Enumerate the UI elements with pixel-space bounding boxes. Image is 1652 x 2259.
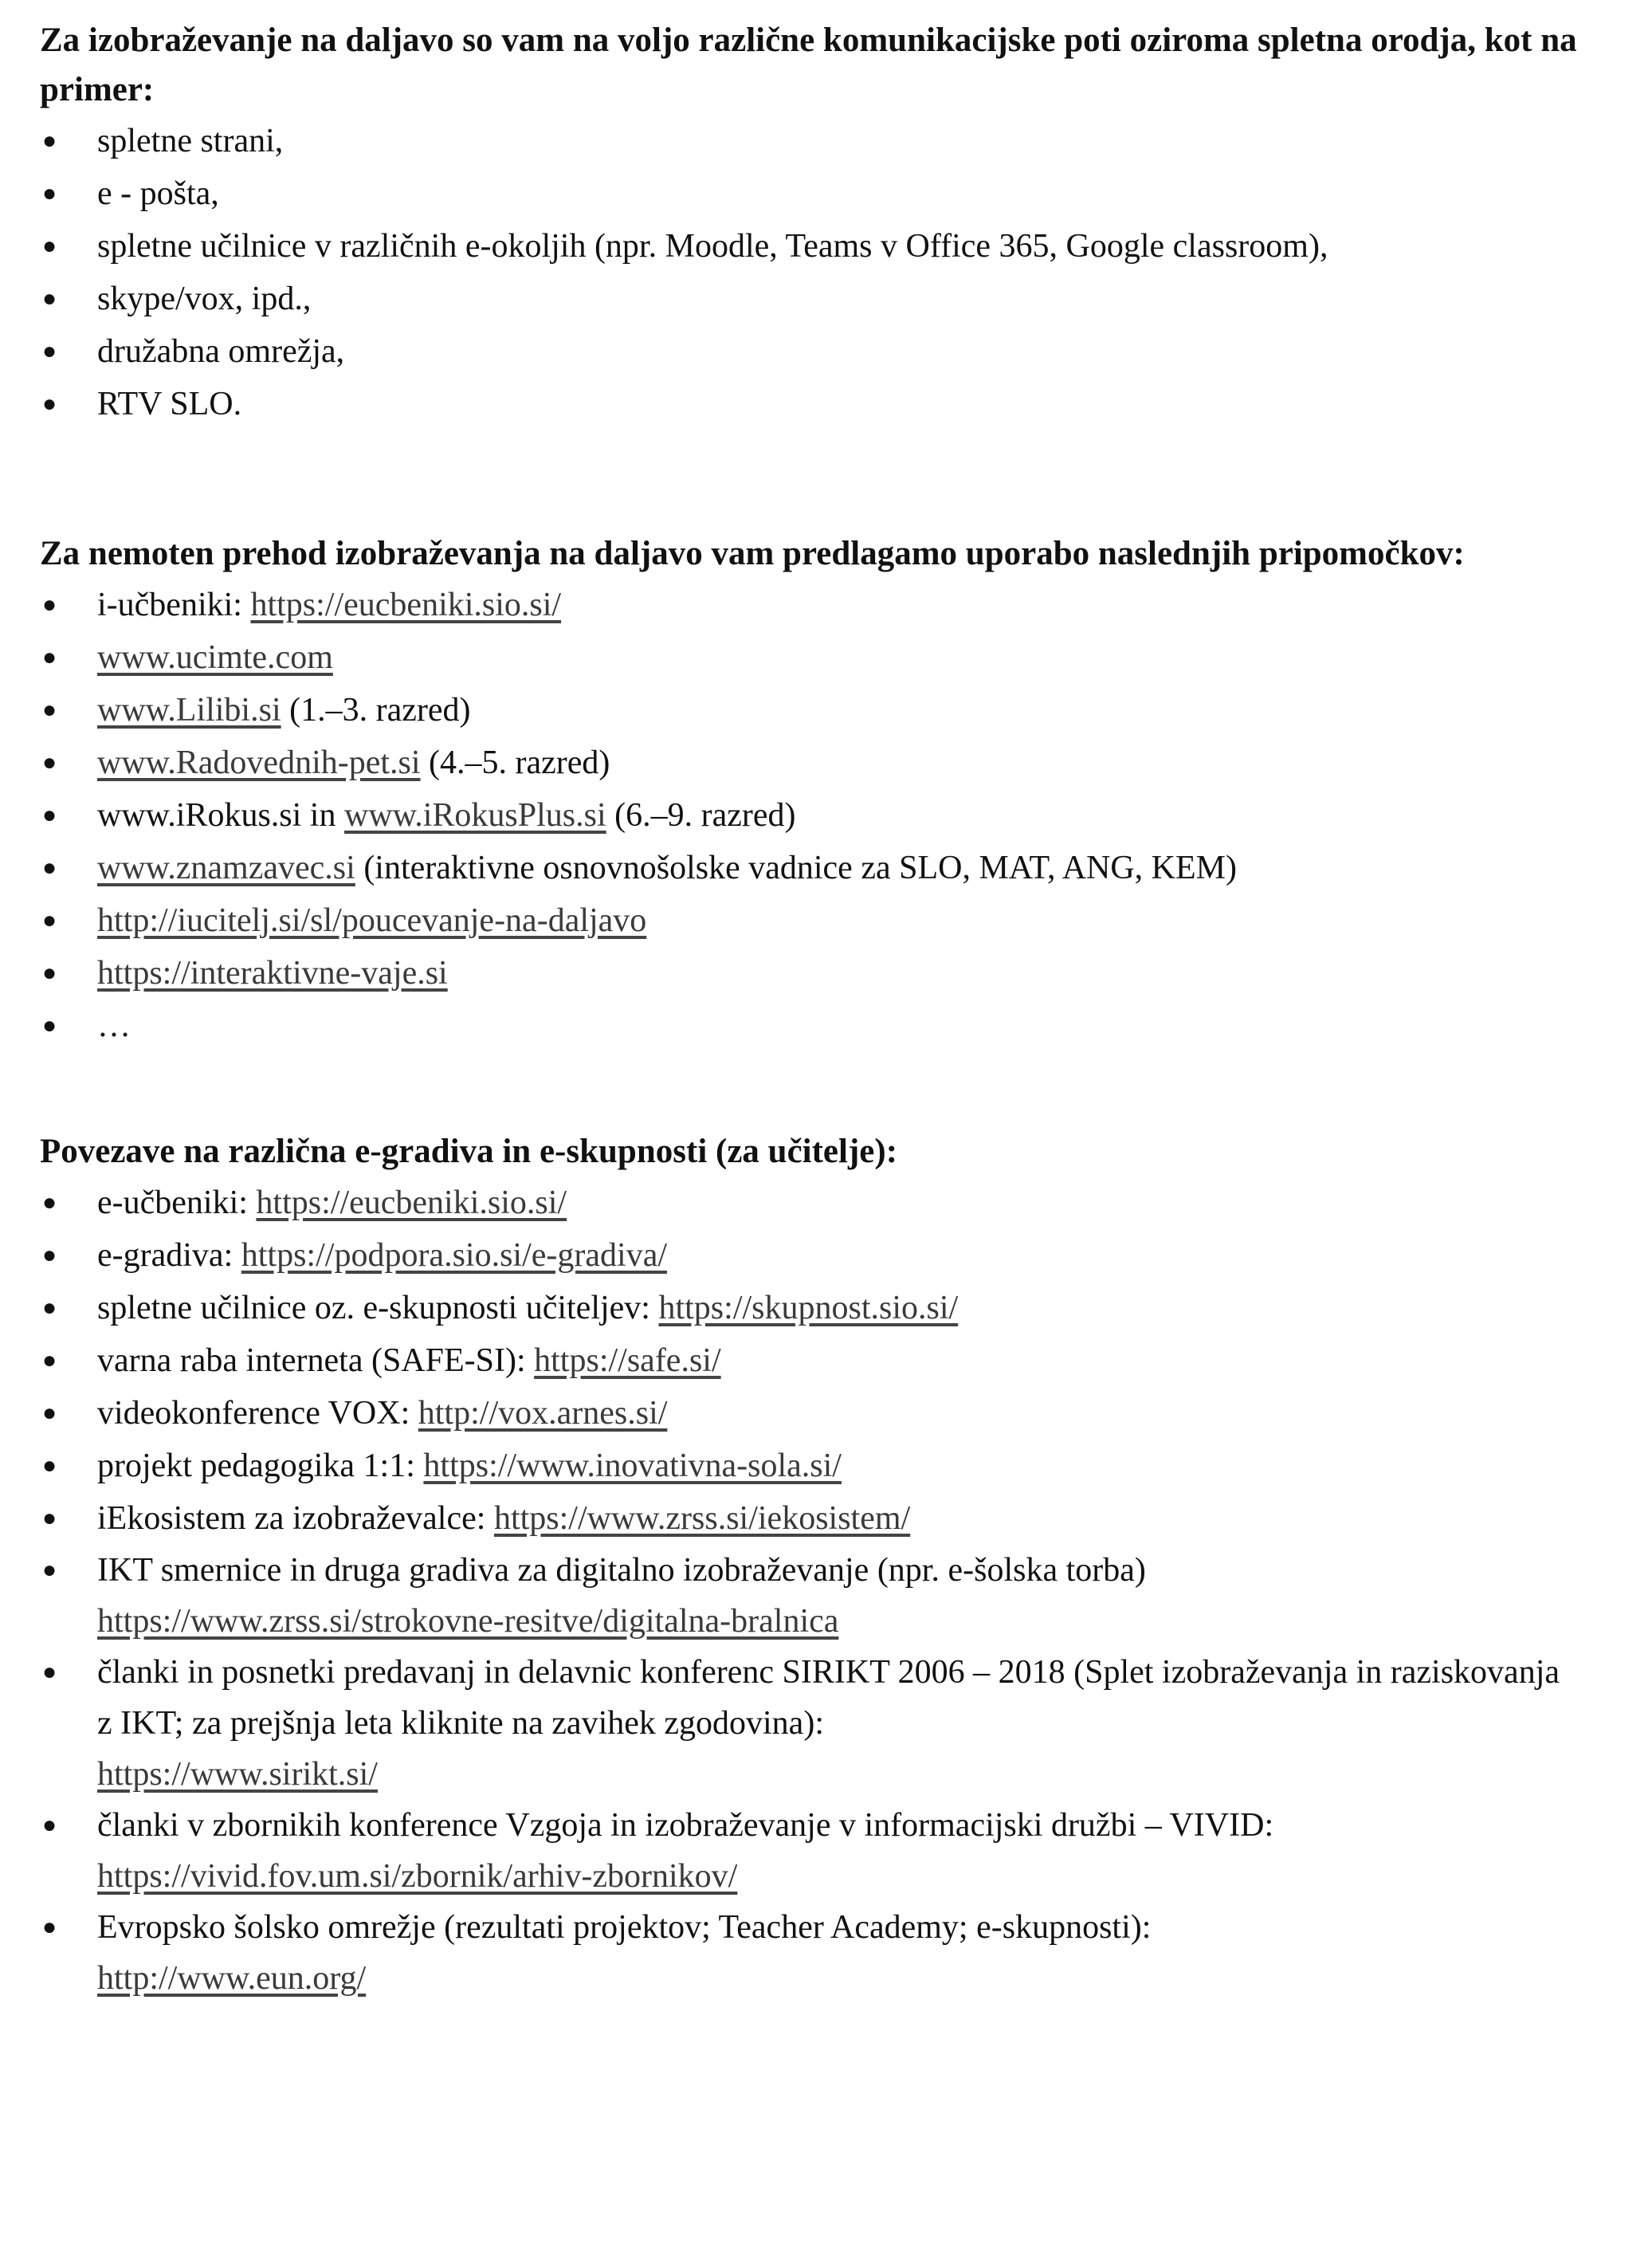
list-item: ● videokonference VOX: http://vox.arnes.si/ xyxy=(40,1387,1578,1440)
link-zrss-digitalna-bralnica[interactable]: https://www.zrss.si/strokovne-resitve/digitalna-bralnica xyxy=(97,1603,839,1640)
document-page xyxy=(40,16,1578,2004)
section1-heading: Za izobraževanje na daljavo so vam na voljo različne komunikacijske poti oziroma spletna orodja, kot na primer: xyxy=(40,22,1577,108)
bullet-icon: ● xyxy=(41,1659,57,1685)
bullet-icon: ● xyxy=(41,1914,57,1940)
list-item: ● projekt pedagogika 1:1: https://www.inovativna-sola.si/ xyxy=(40,1440,1578,1492)
bullet-icon: ● xyxy=(41,1505,57,1531)
list-item: ● varna raba interneta (SAFE-SI): https://safe.si/ xyxy=(40,1334,1578,1387)
bullet-icon: ● xyxy=(41,1012,57,1039)
list-item: ● www.Lilibi.si (1.–3. razred) xyxy=(40,684,1578,737)
bullet-icon: ● xyxy=(41,285,57,312)
list-item: ● i-učbeniki: https://eucbeniki.sio.si/ xyxy=(40,579,1578,631)
list-item: ● skype/vox, ipd., xyxy=(40,273,1578,325)
section3-heading: Povezave na različna e-gradiva in e-skupnosti (za učitelje): xyxy=(40,1133,898,1170)
list-item: ● članki in posnetki predavanj in delavnic konferenc SIRIKT 2006 – 2018 (Splet izobraževanja in raziskovanja z IKT; za prejšnja leta kliknite na zavihek zgodovina): https://www.sirikt.si/ xyxy=(40,1647,1578,1800)
link-inovativna-sola[interactable]: https://www.inovativna-sola.si/ xyxy=(423,1448,842,1484)
link-iucitelj[interactable]: http://iucitelj.si/sl/poucevanje-na-daljavo xyxy=(97,902,647,939)
bullet-icon: ● xyxy=(41,591,57,618)
link-zrss-iekosistem[interactable]: https://www.zrss.si/iekosistem/ xyxy=(493,1500,911,1537)
bullet-icon: ● xyxy=(41,749,57,776)
link-eun[interactable]: http://www.eun.org/ xyxy=(97,1960,367,1997)
list-item: ● www.znamzavec.si (interaktivne osnovnošolske vadnice za SLO, MAT, ANG, KEM) xyxy=(40,842,1578,894)
list-item: ● IKT smernice in druga gradiva za digitalno izobraževanje (npr. e-šolska torba) https://www.zrss.si/strokovne-resitve/digitalna-bralnica xyxy=(40,1545,1578,1647)
list-item xyxy=(40,894,1578,947)
bullet-icon: ● xyxy=(41,1347,57,1373)
link-eucbeniki[interactable]: https://eucbeniki.sio.si/ xyxy=(250,587,562,623)
list-item: ● RTV SLO. xyxy=(40,378,1578,430)
list-item: ● iEkosistem za izobraževalce: https://www.zrss.si/iekosistem/ xyxy=(40,1492,1578,1545)
link-skupnost-sio[interactable]: https://skupnost.sio.si/ xyxy=(658,1290,959,1326)
list-item: ● e-učbeniki: https://eucbeniki.sio.si/ xyxy=(40,1177,1578,1229)
list-item: ● e - pošta, xyxy=(40,167,1578,220)
link-safe[interactable]: https://safe.si/ xyxy=(534,1342,721,1379)
link-irokusplus[interactable]: www.iRokusPlus.si xyxy=(343,797,606,834)
section2-heading: Za nemoten prehod izobraževanja na daljavo vam predlagamo uporabo naslednjih pripomočkov: xyxy=(40,535,1465,572)
link-eucbeniki[interactable]: https://eucbeniki.sio.si/ xyxy=(256,1185,567,1221)
link-sirikt[interactable]: https://www.sirikt.si/ xyxy=(97,1756,378,1793)
bullet-icon: ● xyxy=(41,233,57,259)
bullet-icon: ● xyxy=(41,1452,57,1479)
link-podpora-egradiva[interactable]: https://podpora.sio.si/e-gradiva/ xyxy=(241,1237,667,1274)
bullet-icon: ● xyxy=(41,697,57,723)
bullet-icon: ● xyxy=(41,960,57,986)
list-item: ● www.Radovednih-pet.si (4.–5. razred) xyxy=(40,737,1578,789)
bullet-icon: ● xyxy=(41,907,57,933)
list-item: ● … xyxy=(40,1000,1578,1052)
link-vox-arnes[interactable]: http://vox.arnes.si/ xyxy=(418,1395,668,1432)
list-item: ● Evropsko šolsko omrežje (rezultati projektov; Teacher Academy; e-skupnosti): http://www.eun.org/ xyxy=(40,1902,1578,2004)
bullet-icon: ● xyxy=(41,1400,57,1426)
bullet-icon: ● xyxy=(41,1189,57,1216)
list-item: ● članki v zbornikih konference Vzgoja in izobraževanje v informacijski družbi – VIVID: https://vivid.fov.um.si/zbornik/arhiv-zbornikov/ xyxy=(40,1800,1578,1902)
bullet-icon: ● xyxy=(41,1812,57,1838)
bullet-icon: ● xyxy=(41,1295,57,1321)
bullet-icon: ● xyxy=(41,1242,57,1268)
link-radovednih-pet[interactable]: www.Radovednih-pet.si xyxy=(97,744,421,781)
list-item xyxy=(40,631,1578,684)
link-lilibi[interactable]: www.Lilibi.si xyxy=(97,692,281,729)
bullet-icon: ● xyxy=(41,802,57,828)
bullet-icon: ● xyxy=(41,854,57,881)
list-item: ● www.iRokus.si in www.iRokusPlus.si (6.–9. razred) xyxy=(40,789,1578,842)
list-item: ● spletne učilnice oz. e-skupnosti učiteljev: https://skupnost.sio.si/ xyxy=(40,1282,1578,1334)
section3-list xyxy=(40,1177,1578,2004)
bullet-icon: ● xyxy=(41,180,57,206)
bullet-icon: ● xyxy=(41,338,57,364)
section2-list xyxy=(40,579,1578,1052)
bullet-icon: ● xyxy=(41,391,57,417)
bullet-icon: ● xyxy=(41,644,57,670)
list-item: ● spletne strani, xyxy=(40,115,1578,167)
list-item: ● e-gradiva: https://podpora.sio.si/e-gradiva/ xyxy=(40,1229,1578,1282)
bullet-icon: ● xyxy=(41,128,57,154)
link-ucimte[interactable]: www.ucimte.com xyxy=(97,639,333,676)
list-item: ● spletne učilnice v različnih e-okoljih (npr. Moodle, Teams v Office 365, Google classroom), xyxy=(40,220,1578,273)
link-znamzavec[interactable]: www.znamzavec.si xyxy=(97,850,355,886)
list-item xyxy=(40,947,1578,1000)
section1-list xyxy=(40,115,1578,430)
link-vivid-zbornik[interactable]: https://vivid.fov.um.si/zbornik/arhiv-zbornikov/ xyxy=(97,1858,738,1895)
link-interaktivne-vaje[interactable]: https://interaktivne-vaje.si xyxy=(97,955,448,992)
list-item: ● družabna omrežja, xyxy=(40,325,1578,378)
bullet-icon: ● xyxy=(41,1557,57,1583)
